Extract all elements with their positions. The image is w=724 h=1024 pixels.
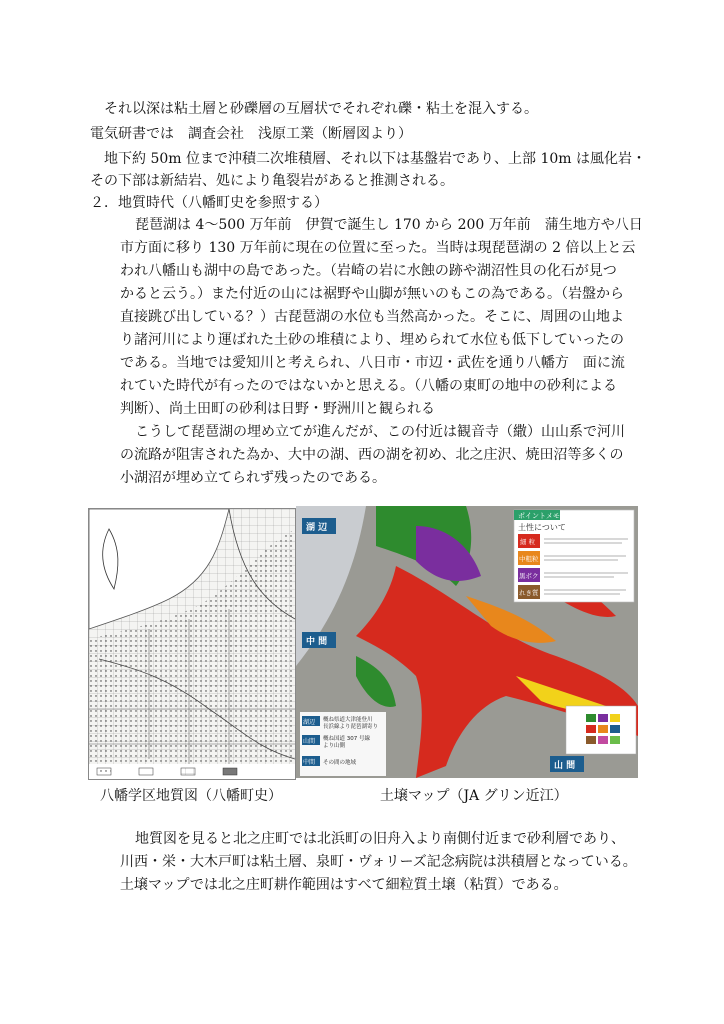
body-line: 琵琶湖は 4～500 万年前 伊賀で誕生し 170 から 200 万年前 蒲生地方や八日 — [135, 217, 643, 233]
memo-row: れき質 — [519, 589, 539, 597]
legend-item: 山間 — [303, 738, 316, 745]
legend-text: より山側 — [323, 743, 346, 749]
paragraph-survey-source: 電気研書では 調査会社 浅原工業（断層図より） — [90, 126, 412, 142]
label-lakeside: 湖 辺 — [306, 523, 328, 533]
body-line: 判断）、尚土田町の砂利は日野・野洲川と観られる — [120, 401, 435, 417]
soil-map — [296, 506, 638, 778]
closing-line: 地質図を見ると北之庄町では北浜町の旧舟入より南側付近まで砂利層であり、 — [135, 831, 625, 847]
body-line: われ八幡山も湖中の島であった。（岩崎の岩に水蝕の跡や湖沼性貝の化石が見つ — [120, 263, 617, 279]
body-line: かると云う。）また付近の山には裾野や山脚が無いのもこの為である。（岩盤から — [120, 286, 624, 302]
paragraph-strata-2: その下部は新結岩、処により亀裂岩があると推測される。 — [90, 173, 454, 189]
body-line: 市方面に移り 130 万年前に現在の位置に至った。当時は現琵琶湖の 2 倍以上と云 — [120, 240, 636, 256]
geology-map-caption: 八幡学区地質図（八幡町史） — [100, 788, 282, 804]
legend-text: 概ね国道 307 号線 — [323, 736, 370, 742]
section-heading: ２．地質時代（八幡町史を参照する） — [90, 195, 328, 211]
legend-text: 長浜線より琵琶湖寄り — [323, 724, 379, 730]
label-mountain: 山 間 — [554, 761, 576, 771]
memo-title: 土性について — [518, 523, 566, 532]
memo-row: 細 粒 — [520, 538, 536, 546]
body-line: 小湖沼が埋め立てられず残ったのである。 — [120, 470, 386, 486]
geology-map-drawing — [89, 509, 295, 779]
body-line: である。当地では愛知川と考えられ、八日市・市辺・武佐を通り八幡方 面に流 — [120, 355, 625, 371]
legend-text: その間の地域 — [323, 760, 357, 766]
legend-text: 概ね県道大津能登川 — [323, 717, 373, 723]
geology-map — [88, 508, 296, 780]
body-line: れていた時代が有ったのではないかと思える。（八幡の東町の地中の砂利による — [120, 378, 617, 394]
closing-line: 川西・栄・大木戸町は粘土層、泉町・ヴォリーズ記念病院は洪積層となっている。 — [120, 854, 637, 870]
label-middle: 中 間 — [306, 637, 328, 647]
memo-row: 黒ボク — [519, 572, 539, 580]
legend-item: 湖辺 — [303, 719, 316, 726]
paragraph-gravel-clay: それ以深は粘土層と砂礫層の互層状でそれぞれ礫・粘土を混入する。 — [104, 101, 538, 117]
memo-row: 中粗粒 — [519, 555, 539, 563]
body-line: り諸河川により運ばれた土砂の堆積により、埋められて水位も低下していったの — [120, 332, 624, 348]
body-line: こうして琵琶湖の埋め立てが進んだが、この付近は観音寺（繖）山山系で河川 — [135, 424, 625, 440]
soil-map-caption: 土壌マップ（JA グリン近江） — [380, 788, 568, 804]
legend-item: 中間 — [303, 759, 316, 766]
body-line: 直接跳び出している？）古琵琶湖の水位も当然高かった。そこに、周囲の山地よ — [120, 309, 624, 325]
memo-badge: ポイントメモ — [518, 512, 560, 520]
closing-line: 土壌マップでは北之庄町耕作範囲はすべて細粒質土壌（粘質）である。 — [120, 877, 568, 893]
body-line: の流路が阻害された為か、大中の湖、西の湖を初め、北之庄沢、焼田沼等多くの — [120, 447, 624, 463]
paragraph-strata-1: 地下約 50m 位まで沖積二次堆積層、それ以下は基盤岩であり、上部 10m は風化岩・ — [104, 151, 646, 167]
soil-map-drawing — [296, 506, 638, 778]
